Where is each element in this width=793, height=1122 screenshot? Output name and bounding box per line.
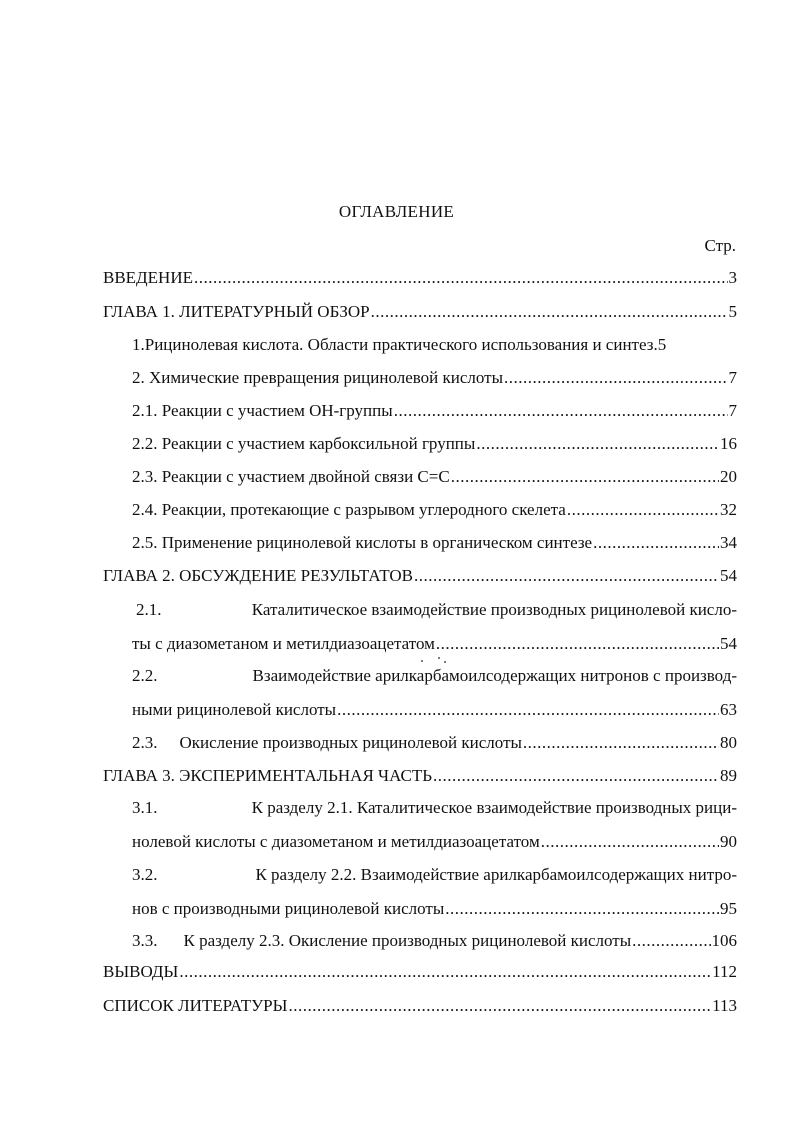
toc-entry-text-line1: Взаимодействие арилкарбамоилсодержащих нитронов с производ- [252, 666, 737, 685]
leader-dots [445, 899, 719, 919]
toc-entry-text: 1.Рицинолевая кислота. Области практического использования и синтез. [132, 335, 658, 354]
leader-dots [541, 832, 719, 852]
leader-dots [394, 401, 728, 421]
toc-entry-text-line1: К разделу 2.2. Взаимодействие арилкарбамоилсодержащих нитро- [255, 865, 737, 884]
toc-entry-number: 3.1. [132, 798, 158, 817]
toc-entry-text-line2: нов с производными рицинолевой кислоты [132, 899, 445, 918]
toc-entry-page: 54 [720, 566, 737, 585]
toc-entry-ch3-1[interactable] [132, 798, 737, 858]
scan-speck [438, 657, 440, 659]
leader-dots [476, 434, 719, 454]
leader-dots [436, 634, 719, 654]
toc-entry-page: 54 [720, 634, 737, 653]
toc-entry-text: СПИСОК ЛИТЕРАТУРЫ [103, 996, 288, 1015]
leader-dots [451, 467, 719, 487]
toc-entry-ch2-3[interactable] [132, 733, 737, 753]
toc-entry-page: 113 [712, 996, 737, 1015]
toc-entry-2-2[interactable] [132, 434, 737, 454]
leader-dots [632, 931, 710, 951]
toc-entry-page: 112 [712, 962, 737, 981]
toc-entry-2[interactable] [132, 368, 737, 388]
toc-entry-text: 2.5. Применение рицинолевой кислоты в органическом синтезе [132, 533, 593, 552]
toc-entry-page: 3 [728, 268, 737, 287]
toc-entry-text-line2: ты с диазометаном и метилдиазоацетатом [132, 634, 435, 653]
toc-entry-conclusions[interactable] [103, 962, 737, 982]
toc-entry-text: 2.3. Реакции с участием двойной связи С=С [132, 467, 450, 486]
scan-speck [421, 660, 423, 662]
toc-entry-page: 5 [657, 335, 667, 354]
leader-dots [433, 766, 719, 786]
toc-entry-text: ГЛАВА 3. ЭКСПЕРИМЕНТАЛЬНАЯ ЧАСТЬ [103, 766, 433, 785]
toc-entry-2-4[interactable] [132, 500, 737, 520]
toc-entry-introduction[interactable] [103, 268, 737, 288]
toc-entry-page: 89 [720, 766, 737, 785]
toc-entry-text: 2.4. Реакции, протекающие с разрывом углеродного скелета [132, 500, 566, 519]
leader-dots [288, 996, 711, 1016]
toc-entry-text: Окисление производных рицинолевой кислоты [179, 733, 522, 752]
toc-entry-page: 106 [711, 931, 737, 950]
toc-entry-chapter-2[interactable] [103, 566, 737, 586]
toc-entry-text: 2. Химические превращения рицинолевой кислоты [132, 368, 504, 387]
toc-entry-text: 2.1. Реакции с участием ОН-группы [132, 401, 393, 420]
toc-entry-text-line2: нолевой кислоты с диазометаном и метилдиазоацетатом [132, 832, 540, 851]
leader-dots [504, 368, 727, 388]
page-column-label: Стр. [704, 236, 736, 255]
toc-entry-1[interactable] [132, 335, 737, 355]
toc-entry-text-line1: К разделу 2.1. Каталитическое взаимодействие производных рици- [251, 798, 737, 817]
toc-entry-text: ГЛАВА 1. ЛИТЕРАТУРНЫЙ ОБЗОР [103, 302, 370, 321]
toc-entry-page: 7 [728, 401, 737, 420]
scan-speck [444, 661, 446, 663]
toc-entry-page: 90 [720, 832, 737, 851]
toc-entry-text: К разделу 2.3. Окисление производных рицинолевой кислоты [183, 931, 632, 950]
toc-entry-text-line1: Каталитическое взаимодействие производных рицинолевой кисло- [251, 600, 737, 619]
leader-dots [414, 566, 719, 586]
leader-dots [179, 962, 711, 982]
leader-dots [371, 302, 728, 322]
leader-dots [593, 533, 719, 553]
toc-entry-ch3-2[interactable] [132, 865, 737, 925]
toc-entry-page: 7 [728, 368, 737, 387]
toc-entry-number: 3.3. [132, 931, 158, 950]
toc-entry-number: 2.3. [132, 733, 158, 752]
toc-entry-page: 5 [728, 302, 737, 321]
toc-entry-chapter-1[interactable] [103, 302, 737, 322]
toc-entry-number: 2.2. [132, 666, 158, 685]
toc-entry-text: 2.2. Реакции с участием карбоксильной группы [132, 434, 476, 453]
toc-entry-number: 2.1. [136, 600, 162, 619]
leader-dots [523, 733, 719, 753]
toc-entry-text: ВВЕДЕНИЕ [103, 268, 193, 287]
toc-entry-text: ВЫВОДЫ [103, 962, 179, 981]
toc-entry-page: 20 [720, 467, 737, 486]
toc-entry-ch3-3[interactable] [132, 931, 737, 951]
toc-entry-ch2-2[interactable] [132, 666, 737, 726]
leader-dots [194, 268, 728, 288]
toc-entry-chapter-3[interactable] [103, 766, 737, 786]
toc-entry-text-line2: ными рицинолевой кислоты [132, 700, 337, 719]
leader-dots [337, 700, 719, 720]
toc-entry-page: 34 [720, 533, 737, 552]
toc-entry-references[interactable] [103, 996, 737, 1016]
toc-entry-2-5[interactable] [132, 533, 737, 553]
toc-entry-page: 95 [720, 899, 737, 918]
page-title: ОГЛАВЛЕНИЕ [338, 202, 455, 221]
toc-entry-2-1[interactable] [132, 401, 737, 421]
toc-entry-ch2-1[interactable] [132, 600, 737, 660]
leader-dots [567, 500, 719, 520]
toc-entry-page: 63 [720, 700, 737, 719]
toc-entry-page: 80 [720, 733, 737, 752]
toc-entry-number: 3.2. [132, 865, 158, 884]
toc-entry-page: 32 [720, 500, 737, 519]
toc-entry-text: ГЛАВА 2. ОБСУЖДЕНИЕ РЕЗУЛЬТАТОВ [103, 566, 413, 585]
toc-entry-page: 16 [720, 434, 737, 453]
toc-entry-2-3[interactable] [132, 467, 737, 487]
